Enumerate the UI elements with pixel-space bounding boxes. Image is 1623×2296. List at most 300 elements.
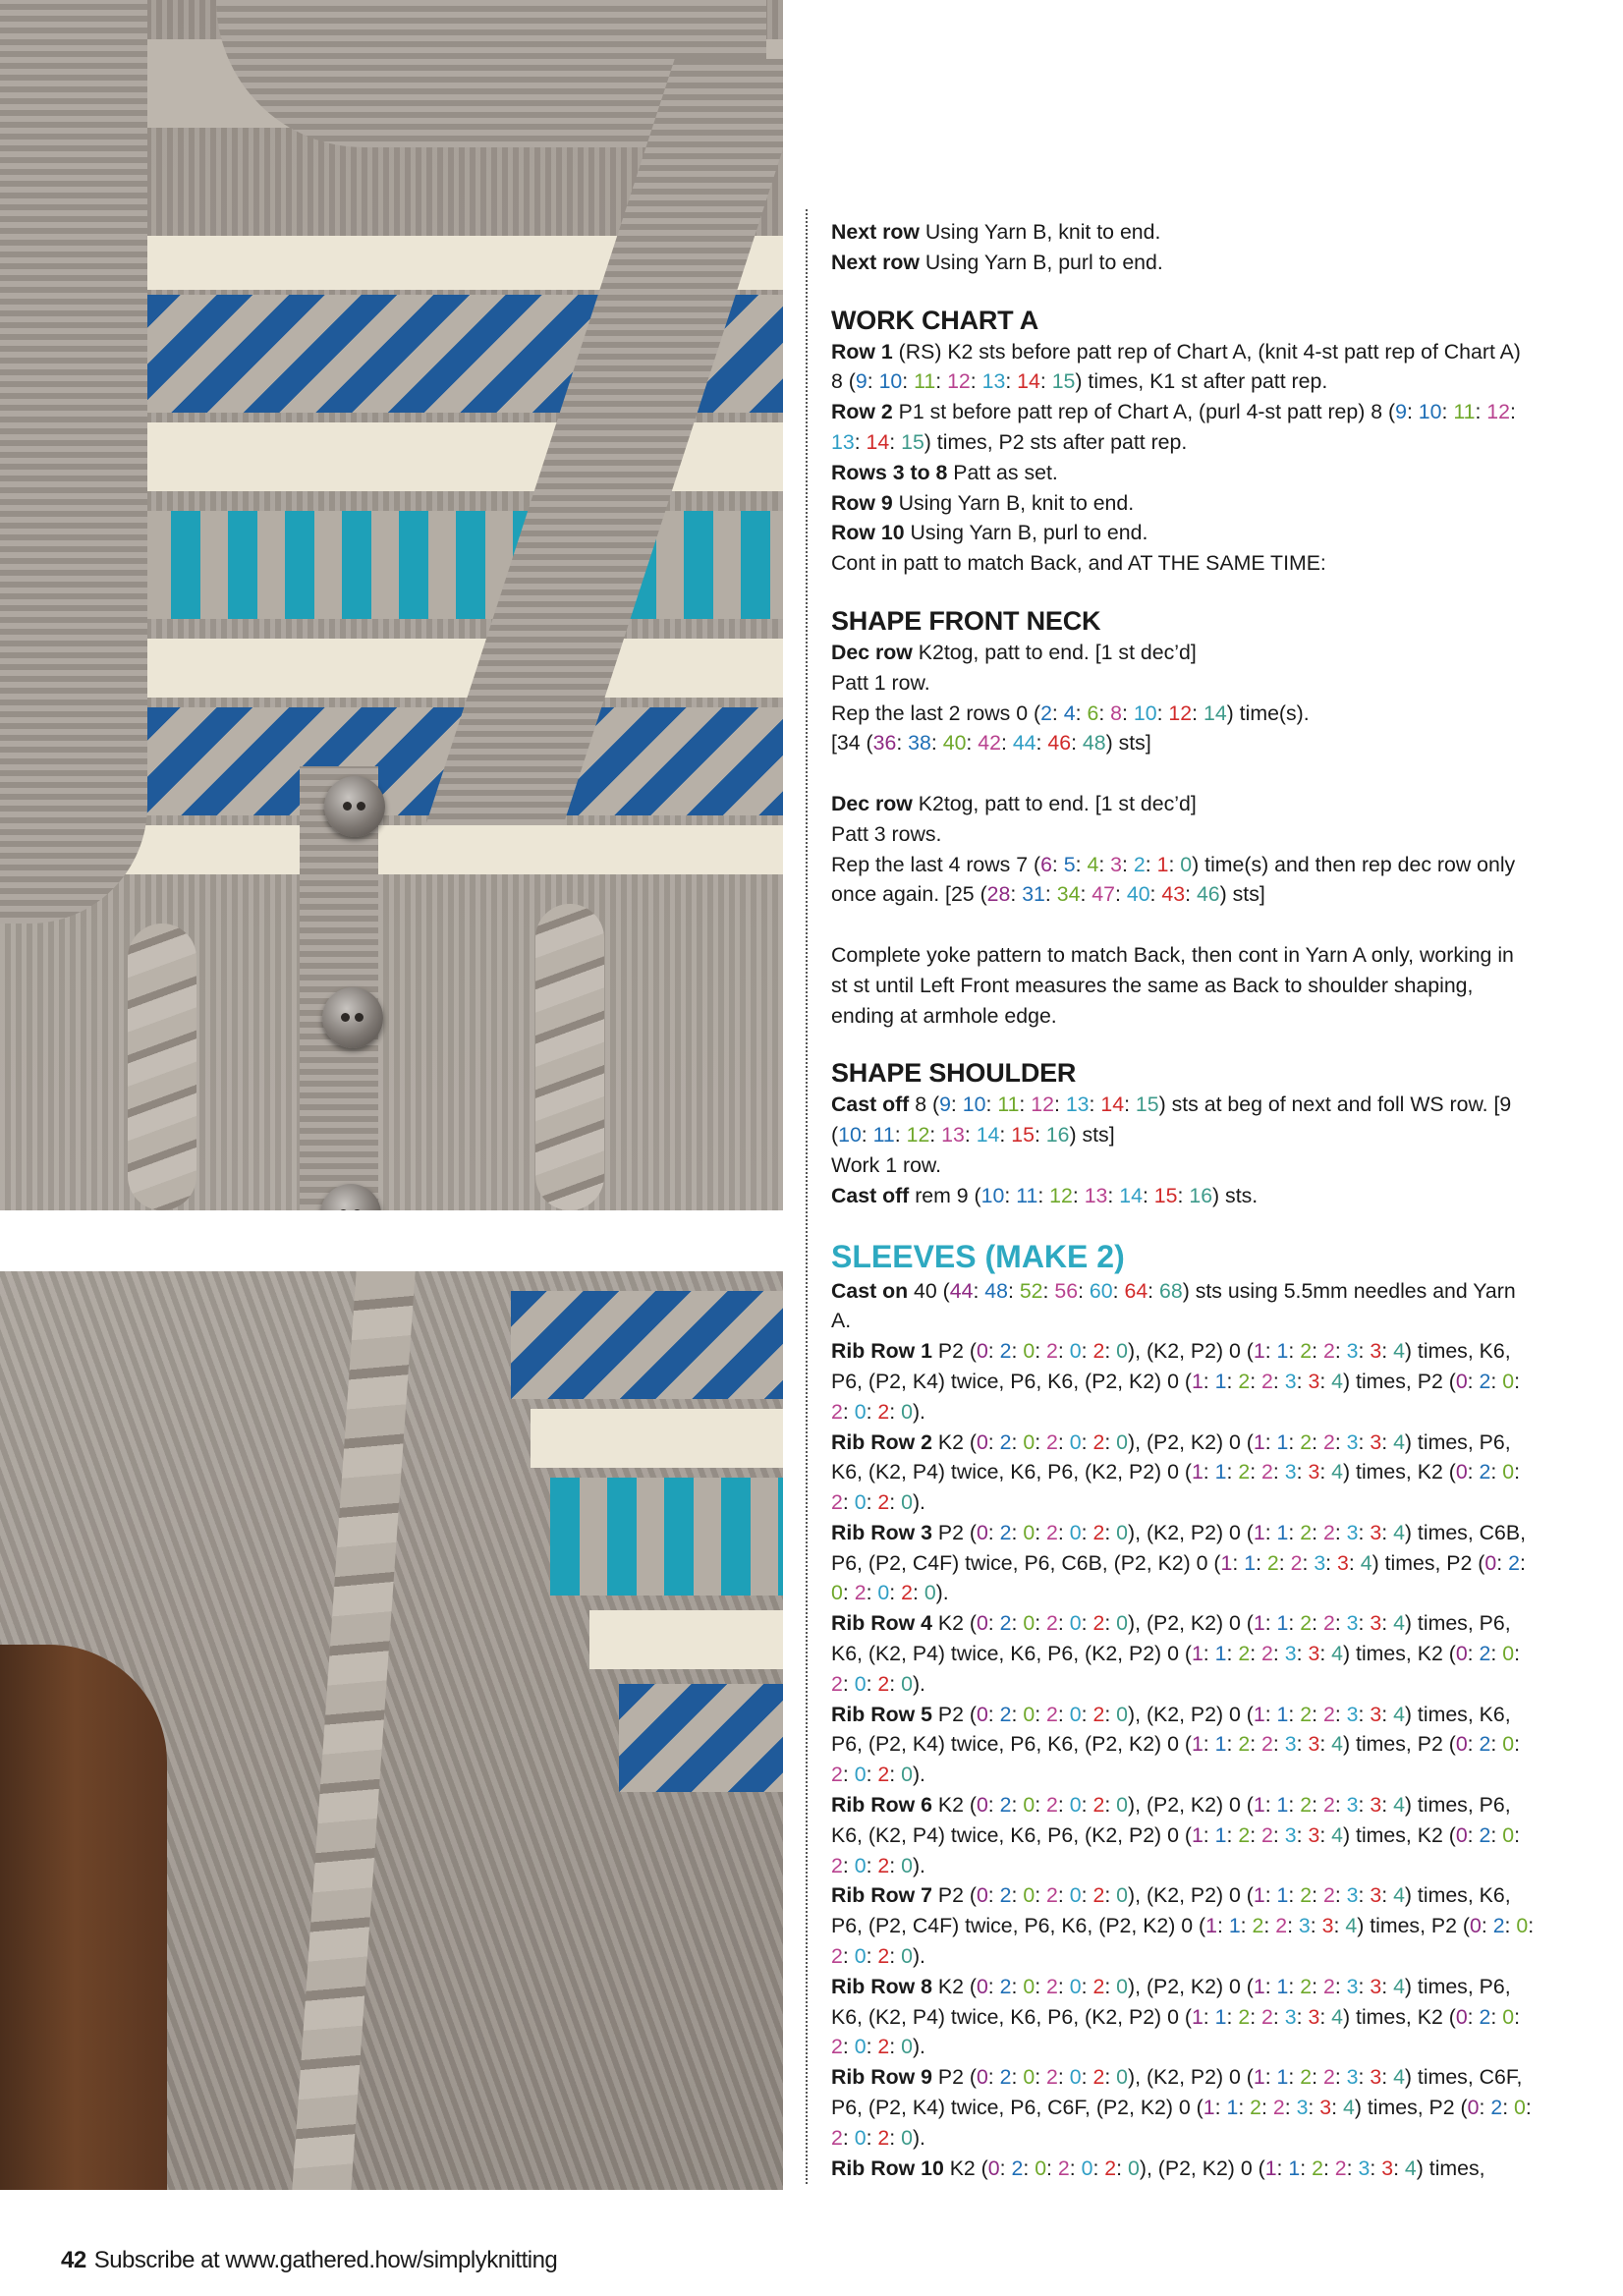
instruction-text: : [1203,1369,1215,1393]
size-value: 0 [976,1793,988,1818]
instruction-text: ) times, K2 ( [1343,1642,1456,1666]
size-value: 3 [1314,1550,1326,1575]
size-value: 2 [831,1853,843,1877]
instruction-text: : [1263,1914,1276,1938]
instruction-text: : [1288,1339,1301,1364]
yoke-band [531,1409,783,1468]
instruction-text: : [1035,1520,1047,1544]
size-value: 2 [1040,700,1052,725]
instruction-text: : [1490,1822,1503,1847]
size-value: 1 [1253,1520,1265,1544]
instruction-line [831,458,1535,488]
instruction-text: : [866,2125,878,2150]
size-value: 2 [1261,1460,1273,1484]
instruction-text: : [866,1763,878,1787]
instruction-text: : [1057,1429,1070,1454]
instruction-text: P2 ( [931,2065,977,2090]
size-value: 0 [1502,1822,1515,1847]
instruction-line [831,1336,1535,1427]
size-value: 13 [831,429,855,454]
instruction-text: : [1381,1883,1394,1908]
row-label: Next row [831,220,920,244]
instruction-text: : [1288,1611,1301,1636]
instruction-text: : [1203,2004,1215,2029]
instruction-text: : [1312,1702,1323,1726]
page-footer [61,2246,557,2275]
row-label: Rib Row 2 [831,1429,932,1454]
size-value: 0 [854,2035,867,2059]
instruction-text: : [1288,1520,1301,1544]
instruction-text: : [1467,2004,1480,2029]
instruction-text: : [889,429,902,454]
instruction-text: Complete yoke pattern to match Back, then cont in Yarn A only, working in st st until Left Front measures the same as Back to shoulder shaping, ending at armhole edge. [831,942,1514,1028]
row-label: Rib Row 9 [831,2065,932,2090]
instruction-text: : [1115,882,1127,907]
size-value: 44 [949,1278,974,1303]
size-value: 3 [1319,2096,1332,2120]
size-value: 2 [1046,1883,1058,1908]
size-value: 9 [939,1092,951,1117]
size-value: 0 [1469,1914,1482,1938]
size-value: 4 [1360,1550,1372,1575]
size-value: 3 [1370,2065,1382,2090]
instruction-text: ). [912,1853,925,1877]
size-value: 0 [877,1581,890,1605]
instruction-text: : [1334,1429,1347,1454]
size-value: 1 [1253,1793,1265,1818]
instruction-text: : [1319,1822,1332,1847]
size-value: 1 [1191,1460,1203,1484]
instruction-text: : [1035,1611,1047,1636]
size-value: 0 [1128,2156,1140,2180]
instruction-text: : [1035,1339,1047,1364]
instruction-text: : [1081,1883,1093,1908]
instruction-line [831,397,1535,458]
size-value: 0 [923,1581,936,1605]
size-value: 1 [1191,1642,1203,1666]
instruction-text: : [1011,1520,1024,1544]
instruction-text: : [1334,1883,1347,1908]
size-value: 1 [1253,1429,1265,1454]
size-value: 2 [1272,2096,1285,2120]
size-value: 12 [1031,1092,1054,1117]
page-number: 42 [61,2247,86,2273]
size-value: 2 [1300,1520,1313,1544]
instruction-text: : [1092,2156,1105,2180]
instruction-text: : [866,1944,878,1969]
instruction-text: : [1325,1550,1338,1575]
instruction-line [831,1428,1535,1518]
instruction-line [831,337,1535,398]
instruction-text: : [1481,1914,1493,1938]
instruction-text: : [1098,700,1111,725]
instruction-text: ) sts] [1219,882,1265,907]
instruction-text: ). [912,1399,925,1424]
size-value: 4 [1087,852,1099,876]
instruction-text: : [889,1581,902,1605]
instruction-text: : [1490,1732,1503,1757]
size-value: 2 [1479,1369,1491,1393]
size-value: 3 [1337,1550,1349,1575]
cable-icon [128,924,196,1210]
instruction-text: Patt 1 row. [831,670,930,695]
instruction-text: : [1057,1702,1070,1726]
size-value: 2 [1092,1883,1105,1908]
instruction-text: ), (K2, P2) 0 ( [1128,2065,1254,2090]
size-value: 0 [1502,1732,1515,1757]
size-value: 12 [1486,400,1510,424]
size-value: 0 [901,1490,913,1515]
instruction-text: : [1124,1092,1136,1117]
instruction-text: ), (K2, P2) 0 ( [1128,1883,1254,1908]
size-value: 40 [942,731,967,756]
instruction-text: : [1302,1550,1315,1575]
instruction-text: ) times, P2 sts after patt rep. [923,429,1188,454]
row-label: Rib Row 3 [831,1520,932,1544]
size-value: 2 [1046,1611,1058,1636]
size-value: 1 [1228,1914,1241,1938]
size-value: 0 [1069,1611,1082,1636]
size-value: 10 [980,1183,1005,1207]
instruction-text: : [842,1671,855,1696]
size-value: 2 [1261,2004,1273,2029]
instruction-text: : [1358,2065,1371,2090]
size-value: 0 [831,1581,843,1605]
size-value: 1 [1276,1793,1289,1818]
size-value: 3 [1110,852,1123,876]
instruction-text: : [1334,1520,1347,1544]
size-value: 2 [1046,1520,1058,1544]
subscribe-link[interactable]: Subscribe at www.gathered.how/simplyknitting [93,2247,558,2273]
size-value: 0 [1023,1793,1035,1818]
size-value: 1 [1226,2096,1239,2120]
instruction-text: : [1467,1642,1480,1666]
instruction-text: : [1381,1793,1394,1818]
instruction-text: Patt as set. [947,460,1058,484]
instruction-text: : [1005,369,1018,394]
size-value: 0 [901,2125,913,2150]
section-sleeves [831,1211,1535,2184]
instruction-text: : [1122,700,1134,725]
instruction-text: : [1104,1883,1117,1908]
size-value: 2 [1322,2065,1335,2090]
instruction-text: : [1010,882,1023,907]
size-value: 2 [1092,1339,1105,1364]
size-value: 2 [1312,2156,1323,2180]
instruction-text: : [1057,2065,1070,2090]
size-value: 3 [1321,1914,1334,1938]
size-value: 43 [1161,882,1186,907]
instruction-line [831,1150,1535,1181]
instruction-text: : [1406,400,1419,424]
instruction-text: : [1264,1520,1277,1544]
size-value: 52 [1019,1278,1043,1303]
size-value: 48 [984,1278,1008,1303]
size-value: 2 [877,1944,890,1969]
instruction-text: : [1081,2065,1093,2090]
instruction-text: P2 ( [931,1520,977,1544]
instruction-text: : [1334,1339,1347,1364]
instruction-text: : [1312,1793,1323,1818]
instruction-text: : [1333,1914,1346,1938]
size-value: 46 [1196,882,1220,907]
instruction-text: : [866,1581,878,1605]
size-value: 0 [1081,2156,1093,2180]
instruction-text: : [1035,1429,1047,1454]
instruction-text: Patt 3 rows. [831,821,942,846]
size-value: 0 [1502,1369,1515,1393]
size-value: 2 [1322,1702,1335,1726]
instruction-text: ) times, K1 st after patt rep. [1075,369,1328,394]
instruction-text: : [1296,1369,1309,1393]
instruction-text: K2 ( [931,1793,977,1818]
size-value: 1 [1205,1914,1217,1938]
size-value: 2 [999,1702,1012,1726]
size-value: 0 [854,1490,867,1515]
pattern-column [831,217,1535,2183]
size-value: 2 [877,1671,890,1696]
row-label: Row 10 [831,521,905,545]
size-value: 2 [1057,2156,1070,2180]
instruction-line [831,1518,1535,1608]
size-value: 38 [908,731,931,756]
instruction-text: : [1358,1883,1371,1908]
instruction-text: : [1019,1092,1032,1117]
size-value: 0 [1116,2065,1129,2090]
size-value: 0 [1514,2096,1526,2120]
instruction-text: ). [912,1490,925,1515]
instruction-text: ), (P2, K2) 0 ( [1128,1611,1254,1636]
section-shape-shoulder [831,1031,1535,1210]
instruction-text: : [987,1520,1000,1544]
yoke-band [619,1684,783,1792]
size-value: 3 [1284,1732,1297,1757]
instruction-text: 8 ( [909,1092,940,1117]
size-value: 0 [901,1763,913,1787]
size-value: 15 [1153,1183,1178,1207]
size-value: 2 [1046,2065,1058,2090]
size-value: 2 [877,1763,890,1787]
section-work-chart-a [831,278,1535,579]
instruction-text: : [1226,1460,1239,1484]
size-value: 2 [1334,2156,1347,2180]
size-value: 2 [1300,1793,1313,1818]
heading-sleeves: SLEEVES (MAKE 2) [831,1238,1125,1274]
size-value: 0 [1455,2004,1468,2029]
instruction-text: : [1116,2156,1128,2180]
size-value: 2 [999,2065,1012,2090]
instruction-text: : [1072,1183,1085,1207]
instruction-text: : [1037,1183,1050,1207]
instruction-text: : [1023,2156,1035,2180]
instruction-text: : [1334,2065,1347,2090]
size-value: 0 [1069,1883,1082,1908]
instruction-text: : [1250,1822,1262,1847]
size-value: 14 [1100,1092,1125,1117]
instruction-text: : [1519,1550,1526,1575]
instruction-text: ). [912,2125,925,2150]
instruction-text: ), (P2, K2) 0 ( [1139,2156,1265,2180]
size-value: 2 [831,1763,843,1787]
instruction-text: ) times, K6, P6, (P2, C4F) twice, P6, K6, (P2, K2) 0 ( [831,1883,1511,1938]
size-value: 2 [1490,2096,1503,2120]
size-value: 2 [999,1883,1012,1908]
size-value: 4 [1331,2004,1344,2029]
instruction-text: [34 ( [831,731,873,756]
instruction-text: : [1312,1974,1323,1998]
size-value: 3 [1370,1339,1382,1364]
instruction-text: : [1057,1520,1070,1544]
size-value: 2 [831,1944,843,1969]
instruction-text: : [1358,1702,1371,1726]
size-value: 0 [987,2156,1000,2180]
size-value: 3 [1358,2156,1371,2180]
instruction-text: : [1514,1642,1520,1666]
instruction-text: : [902,369,915,394]
instruction-text: ). [912,1763,925,1787]
instruction-text: : [1214,2096,1227,2120]
instruction-text: : [866,1853,878,1877]
size-value: 46 [1047,731,1072,756]
instruction-text: : [1081,1520,1093,1544]
size-value: 2 [877,1490,890,1515]
instruction-line [831,638,1535,668]
size-value: 11 [914,369,936,394]
instruction-text: : [1011,1883,1024,1908]
instruction-text: : [1192,700,1203,725]
instruction-text: : [1104,1974,1117,1998]
instruction-text: : [1011,1339,1024,1364]
instruction-text: : [1504,1914,1517,1938]
instruction-text: ). [912,1944,925,1969]
size-value: 0 [1023,1520,1035,1544]
instruction-text: ) times, P2 ( [1343,1369,1456,1393]
instruction-text: : [1261,2096,1273,2120]
instruction-text: : [1467,1822,1480,1847]
size-value: 4 [1393,1429,1405,1454]
size-value: 2 [1092,1429,1105,1454]
instruction-text: : [987,1793,1000,1818]
size-value: 0 [976,2065,988,2090]
size-value: 0 [976,1974,988,1998]
size-value: 2 [1092,1520,1105,1544]
instruction-text: : [1081,1702,1093,1726]
instruction-text: : [889,1399,902,1424]
size-value: 5 [1063,852,1076,876]
size-value: 1 [1214,1369,1227,1393]
instruction-text: : [1300,2156,1313,2180]
size-value: 2 [1322,1793,1335,1818]
size-value: 0 [1116,1702,1129,1726]
size-value: 3 [1298,1914,1311,1938]
instruction-text: : [912,1581,924,1605]
size-value: 13 [941,1123,965,1148]
size-value: 12 [1049,1183,1073,1207]
instruction-text: : [1296,1460,1309,1484]
instruction-text: : [999,1123,1012,1148]
size-value: 10 [1418,400,1442,424]
instruction-text: : [1035,1883,1047,1908]
instruction-text: : [889,2125,902,2150]
row-label: Rib Row 7 [831,1883,932,1908]
size-value: 15 [1051,369,1076,394]
instruction-text: : [1272,1732,1285,1757]
instruction-text: : [1104,1429,1117,1454]
instruction-text: : [1011,1702,1024,1726]
size-value: 10 [1133,700,1157,725]
instruction-text: : [1069,2156,1082,2180]
yoke-band [511,1291,783,1399]
instruction-text: : [1098,852,1111,876]
instruction-text: : [1272,1369,1285,1393]
instruction-text: : [842,1853,855,1877]
row-label: Row 2 [831,400,893,424]
instruction-text: ), (P2, K2) 0 ( [1128,1429,1254,1454]
heading-shape-front-neck: SHAPE FRONT NECK [831,605,1101,636]
instruction-text: ) times, P2 ( [1343,1732,1456,1757]
instruction-text: : [894,1123,907,1148]
size-value: 1 [1191,1732,1203,1757]
instruction-text: : [1272,2004,1285,2029]
instruction-line [831,789,1535,819]
size-value: 2 [831,1490,843,1515]
size-value: 1 [1191,1822,1203,1847]
size-value: 2 [1238,1460,1251,1484]
size-value: 3 [1346,1429,1359,1454]
size-value: 0 [1116,1883,1129,1908]
instruction-text: : [1475,400,1487,424]
size-value: 1 [1191,1369,1203,1393]
size-value: 0 [854,1944,867,1969]
instruction-text: : [1467,1369,1480,1393]
size-value: 3 [1370,1793,1382,1818]
instruction-line [831,1608,1535,1699]
instruction-text: Using Yarn B, purl to end. [919,250,1163,274]
size-value: 0 [976,1520,988,1544]
instruction-text: : [1278,1550,1291,1575]
size-value: 0 [1035,2156,1047,2180]
row-label: Row 1 [831,339,893,364]
instruction-line [831,1090,1535,1150]
instruction-text: : [973,1278,985,1303]
size-value: 0 [901,1944,913,1969]
row-label: Rib Row 5 [831,1702,932,1726]
instruction-text: : [1288,2065,1301,2090]
instruction-text: : [1264,1429,1277,1454]
size-value: 11 [1016,1183,1038,1207]
size-value: 34 [1056,882,1081,907]
size-value: 0 [976,1883,988,1908]
instruction-text: ), (K2, P2) 0 ( [1128,1702,1254,1726]
size-value: 0 [1516,1914,1529,1938]
size-value: 10 [878,369,903,394]
size-value: 13 [981,369,1006,394]
row-label: Rows 3 to 8 [831,460,948,484]
size-value: 0 [854,1399,867,1424]
instruction-line [831,217,1535,248]
instruction-text: : [866,1671,878,1696]
size-value: 0 [976,1429,988,1454]
instruction-text: : [866,1490,878,1515]
instruction-text: : [1319,2004,1332,2029]
instruction-text: : [1334,1793,1347,1818]
instruction-line [831,668,1535,699]
instruction-text: : [1348,1550,1361,1575]
instruction-text: ), (K2, P2) 0 ( [1128,1520,1254,1544]
size-value: 2 [1322,1611,1335,1636]
instruction-text: K2 ( [931,1429,977,1454]
size-value: 12 [906,1123,930,1148]
